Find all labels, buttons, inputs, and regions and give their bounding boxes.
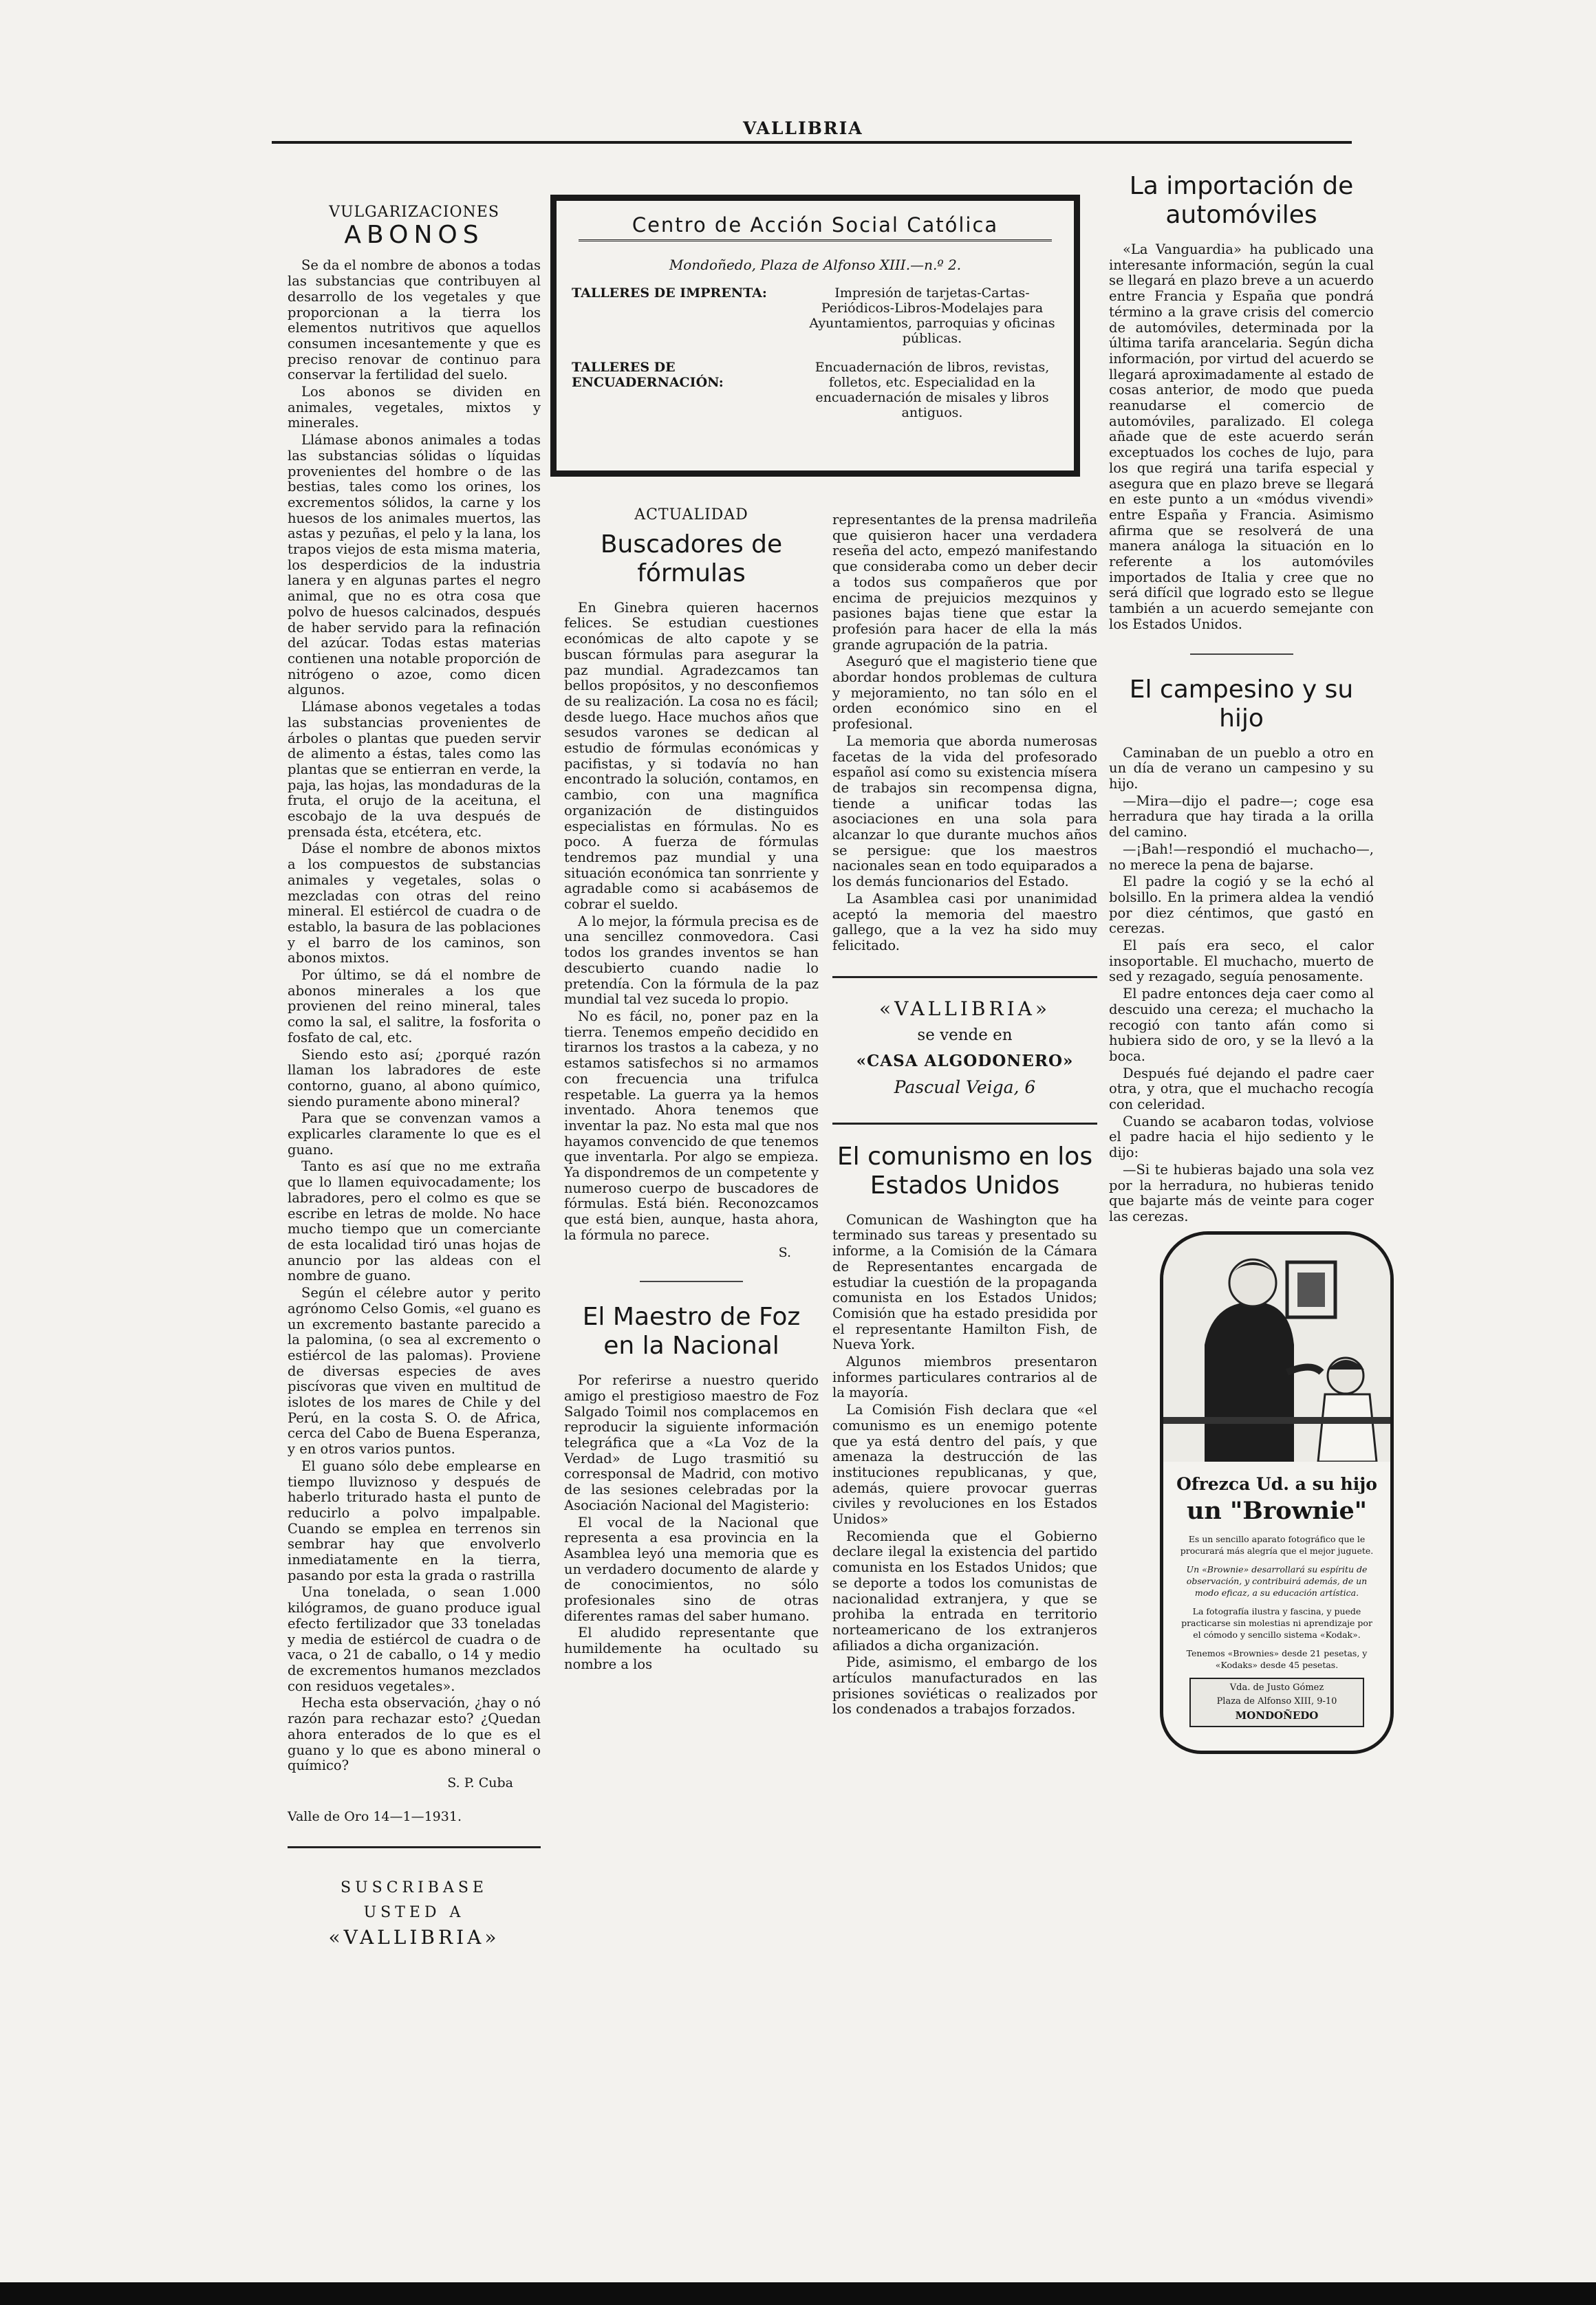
dateline: Valle de Oro 14—1—1931. [288, 1808, 462, 1824]
paragraph: El país era seco, el calor insoportable. El muchacho, muerto de sed y rezagado, seguía penosamente. [1109, 938, 1374, 985]
subscribe-line: SUSCRIBASE [341, 1879, 488, 1897]
signature: S. [778, 1244, 791, 1260]
paragraph: Hecha esta observación, ¿hay o nó razón para rechazar esto? ¿Quedan ahora enterados de lo que es el guano y lo que es abono mineral o químico? [288, 1695, 541, 1774]
brownie-text: Un «Brownie» desarrollará su espíritu de observación, y contribuirá además, de un modo eficaz, a su educación artística. [1186, 1564, 1368, 1598]
brownie-text: Es un sencillo aparato fotográfico que le procurará más alegría que el mejor juguete. [1180, 1534, 1374, 1556]
vende-line: Pascual Veiga, 6 [894, 1076, 1036, 1097]
paragraph: El padre entonces deja caer como al descuido una cereza; el muchacho la recogió con tanto afán como si hubiera sido de oro, y se la llevó a la boca. [1109, 986, 1374, 1064]
article-title-maestro: El Maestro de Foz en la Nacional [582, 1303, 801, 1361]
paragraph: Pide, asimismo, el embargo de los artículos manufacturados en las prisiones soviéticas o realizados por los condenados a trabajos forzados. [832, 1654, 1097, 1718]
article-title-abonos: ABONOS [344, 220, 484, 249]
article-title-automoviles: La importación de automóviles [1129, 172, 1354, 229]
paragraph: Por último, se dá el nombre de abonos minerales a los que provienen del reino mineral, tales como la sal, el salitre, la fosforita o fosfato de cal, etc. [288, 967, 541, 1046]
kicker-vulgarizaciones: VULGARIZACIONES [329, 204, 499, 221]
column-right [1109, 165, 1374, 1226]
paragraph: «La Vanguardia» ha publicado una interesante información, según la cual se llegará en plazo breve a un acuerdo entre Francia y España que pondrá término a la grave crisis del comercio de automóviles, determinada por la última tarifa arancelaria. Según dicha información, por virtud del acuerdo se llegará aproximadamente al estado de cosas anterior, de modo que pueda reanudarse el comercio de automóviles, paralizado. El colega añade que de este acuerdo serán exceptuados los coches de lujo, para los que regirá una tarifa especial y asegura que en plazo breve se llegará en este punto a un «módus vivendi» entre España y Francia. Asimismo afirma que se resolverá de una manera análoga la situación en lo referente a los automóviles importados de Italia y cree que no será difícil que logrado esto se llegue también a un acuerdo semejante con los Estados Unidos. [1109, 241, 1374, 632]
paragraph: Cuando se acabaron todas, volviose el padre hacia el hijo sediento y le dijo: [1109, 1113, 1374, 1161]
ad-brownie-kodak [1160, 1231, 1394, 1754]
paragraph: Llámase abonos vegetales a todas las substancias provenientes de árboles o plantas que pueden servir de alimento a éstas, tales como las plantas que se entierran en verde, la paja, las hojas, las mondaduras de la fruta, el orujo de la aceituna, el escobajo de la uva después de prensada ésta, etcétera, etc. [288, 699, 541, 840]
paragraph: No es fácil, no, poner paz en la tierra. Tenemos empeño decidido en tirarnos los trastos a la cabeza, y no estamos satisfechos si no armamos con frecuencia una trifulca respetable. La guerra ya la hemos inventado. Ahora tenemos que inventar la paz. No esta mal que nos hayamos convencido de que tenemos que inventarla. Por algo se empieza. Ya dispondremos de un competente y numeroso cuerpo de buscadores de fórmulas. Está bién. Reconozcamos que está bien, aunque, hasta ahora, la fórmula no parece. [564, 1008, 819, 1243]
paragraph: Dáse el nombre de abonos mixtos a los compuestos de substancias animales y vegetales, solas o mezcladas con otras del reino mineral. El estiércol de cuadra o de establo, la basura de las poblaciones y el barro de los caminos, son abonos mixtos. [288, 841, 541, 966]
paragraph: representantes de la prensa madrileña que quisieron hacer una verdadera reseña del acto, empezó manifestando que consideraba como un deber decir a todos sus compañeros que por encima de prejuicios mezquinos y pasiones bajas tiene que estar la profesión para hacer de ella la más grande agrupación de la patria. [832, 512, 1097, 653]
ad-centro-accion-social [550, 195, 1080, 477]
masthead: VALLIBRIA [743, 118, 863, 138]
ad-row-text: Encuadernación de libros, revistas, folletos, etc. Especialidad en la encuadernación de misales y libros antiguos. [815, 360, 1050, 420]
paragraph: El guano sólo debe emplearse en tiempo lluviznoso y después de haberlo triturado hasta el punto de reducirlo a polvo impalpable. Cuando se emplea en terrenos sin sembrar hay que envolverlo inmediatamente en la tierra, pasando por esta la grada o rastrilla [288, 1458, 541, 1583]
divider [832, 1123, 1097, 1125]
column-middle [832, 512, 1097, 1719]
column-buscadores [564, 502, 819, 1674]
paragraph: A lo mejor, la fórmula precisa es de una sencillez conmovedora. Casi todos los grandes inventos se han descubierto cuando nadie lo pretendía. Con la fórmula de la paz mundial tal vez suceda lo propio. [564, 913, 819, 1008]
article-title-campesino: El campesino y su hijo [1129, 675, 1354, 733]
ad-address: Mondoñedo, Plaza de Alfonso XIII.—n.º 2. [669, 257, 962, 273]
paragraph: Comunican de Washington que ha terminado sus tareas y presentado su informe, a la Comisión de la Cámara de Representantes encargada de estudiar la cuestión de la propaganda comunista en los Estados Unidos; Comisión que ha estado presidida por el representante Hamilton Fish, de Nueva York. [832, 1211, 1097, 1353]
shop-label [1189, 1678, 1364, 1727]
ad-row-label: TALLERES DE ENCUADERNACIÓN: [572, 360, 724, 390]
kicker-actualidad: ACTUALIDAD [634, 506, 748, 523]
paragraph: La Asamblea casi por unanimidad aceptó la memoria del maestro gallego, que a la vez ha sido muy felicitado. [832, 890, 1097, 953]
vende-line: «VALLIBRIA» [879, 997, 1050, 1020]
divider [640, 1281, 743, 1282]
paragraph: La Comisión Fish declara que «el comunismo es un enemigo potente que ya está dentro del país, y que amenaza la destrucción de las instituciones republicanas, y que, además, quiere provocar guerras civiles y revoluciones en los Estados Unidos» [832, 1402, 1097, 1528]
shop-line: MONDOÑEDO [1235, 1709, 1319, 1722]
shop-line: Plaza de Alfonso XIII, 9-10 [1216, 1696, 1337, 1707]
paragraph: —Mira—dijo el padre—; coge esa herradura que hay tirada a la orilla del camino. [1109, 792, 1374, 841]
subscribe-notice [288, 1876, 541, 1950]
article-title-comunismo: El comunismo en los Estados Unidos [837, 1142, 1093, 1200]
article-title-buscadores: Buscadores de fórmulas [600, 530, 783, 587]
brownie-headline: Ofrezca Ud. a su hijo [1176, 1474, 1377, 1494]
paragraph: La memoria que aborda numerosas facetas de la vida del profesorado español así como su existencia mísera de trabajos sin recompensa digna, tiende a unificar todas las asociaciones en una sola para alcanzar lo que durante muchos años se persigue: que los maestros nacionales sean en todo equiparados a los demás funcionarios del Estado. [832, 733, 1097, 890]
subscribe-line: USTED A [363, 1904, 465, 1922]
brownie-text: La fotografía ilustra y fascina, y puede practicarse sin molestias ni aprendizaje por el cómodo y sencillo sistema «Kodak». [1181, 1606, 1372, 1640]
ad-row-label: TALLERES DE IMPRENTA: [572, 285, 767, 301]
paragraph: —Si te hubieras bajado una sola vez por la herradura, no hubieras tenido que bajarte más de veinte para coger las cerezas. [1109, 1161, 1374, 1224]
paragraph: Aseguró que el magisterio tiene que abordar hondos problemas de cultura y mejoramiento, no tan sólo en el orden económico sino en el profesional. [832, 653, 1097, 733]
paragraph: Después fué dejando el padre caer otra, y otra, que el muchacho recogía con celeridad. [1109, 1065, 1374, 1113]
paragraph: Los abonos se dividen en animales, vegetales, mixtos y minerales. [288, 384, 541, 431]
paragraph: Siendo esto así; ¿porqué razón llaman los labradores de este contorno, guano, al abono químico, siendo puramente abono mineral? [288, 1046, 541, 1110]
paragraph: Recomienda que el Gobierno declare ilegal la existencia del partido comunista en los Estados Unidos; que se deporte a todos los comunistas de nacionalidad extranjera, y que se prohiba la entrada en territorio norteamericano de los extranjeros afiliados a dicha organización. [832, 1528, 1097, 1654]
paragraph: Algunos miembros presentaron informes particulares contrarios al de la mayoría. [832, 1354, 1097, 1401]
father-son-illustration [1163, 1235, 1390, 1462]
divider [832, 976, 1097, 978]
paragraph: Tanto es así que no me extraña que lo llamen equivocadamente; los labradores, pero el colmo es que se escribe en letras de molde. No hace mucho tiempo que un comerciante de esta localidad tiró unas hojas de anuncio por las aldeas con el nombre de guano. [288, 1158, 541, 1284]
divider [1190, 653, 1293, 655]
ad-row-text: Impresión de tarjetas-Cartas-Periódicos-Libros-Modelajes para Ayuntamientos, parroquias y oficinas públicas. [809, 285, 1055, 346]
ad-row [572, 285, 1059, 346]
paragraph: El aludido representante que humildemente ha ocultado su nombre a los [564, 1625, 819, 1672]
paragraph: Llámase abonos animales a todas las substancias sólidas o líquidas provenientes del hombre o de las bestias, tales como los orines, los excrementos sólidos, la carne y los huesos de los animales muertos, las astas y pezuñas, el pelo y la lana, los trapos viejos de esta misma materia, los desperdicios de la industria lanera y en algunas partes el negro animal, que no es otra cosa que polvo de huesos calcinados, después de haber servido para la refinación del azúcar. Todas estas materias contienen una notable proporción de nitrógeno o azoe, como dicen algunos. [288, 432, 541, 698]
paragraph: Se da el nombre de abonos a todas las substancias que contribuyen al desarrollo de los vegetales y que proporcionan a la tierra los elementos nutritivos que aquellos consumen incesantemente y que es preciso renovar de continuo para conservar la fertilidad del suelo. [288, 257, 541, 383]
subscribe-line: «VALLIBRIA» [328, 1926, 500, 1949]
signature: S. P. Cuba [447, 1775, 513, 1790]
scan-bottom-border [0, 2282, 1596, 2305]
brownie-brand: un "Brownie" [1186, 1497, 1368, 1525]
paragraph: En Ginebra quieren hacernos felices. Se estudian cuestiones económicas de alto capote y se buscan fórmulas para asegurar la paz mundial. Agradezcamos tan bellos propósitos, y no desconfiemos de su realización. La cosa no es fácil; desde luego. Hace muchos años que sesudos varones se dedican al estudio de fórmulas económicas y pacifistas, y si todavía no han encontrado la solución, contamos, en cambio, con una magnífica organización de distinguidos especialistas en fórmulas. No es poco. A fuerza de fórmulas tendremos paz mundial y una situación económica tan sonrriente y agradable como si acabásemos de cobrar el sueldo. [564, 599, 819, 913]
column-abonos [288, 199, 541, 1950]
paragraph: Una tonelada, o sean 1.000 kilógramos, de guano produce igual efecto fertilizador que 33 toneladas y media de estiércol de cuadra o de vaca, o 21 de caballo, o 14 y medio de excrementos humanos mezclados con residuos vegetales». [288, 1584, 541, 1694]
shop-line: Vda. de Justo Gómez [1229, 1682, 1324, 1693]
paragraph: Por referirse a nuestro querido amigo el prestigioso maestro de Foz Salgado Toimil nos complacemos en reproducir la siguiente información telegráfica que a «La Voz de la Verdad» de Lugo trasmitió su corresponsal de Madrid, con motivo de las sesiones celebradas por la Asociación Nacional del Magisterio: [564, 1372, 819, 1513]
divider [288, 1846, 541, 1848]
paragraph: Según el célebre autor y perito agrónomo Celso Gomis, «el guano es un excremento bastante parecido a la palomina, (o sea al excremento o estiércol de las palomas). Proviene de diversas especies de aves piscívoras que viven en multitud de islotes de los mares de Chile y del Perú, en la costa S. O. de Africa, cerca del Cabo de Buena Esperanza, y en otros varios puntos. [288, 1285, 541, 1458]
ad-row [572, 360, 1059, 420]
ad-title: Centro de Acción Social Católica [579, 213, 1052, 241]
brownie-text: Tenemos «Brownies» desde 21 pesetas, y «Kodaks» desde 45 pesetas. [1186, 1648, 1368, 1670]
vallibria-sales-notice [832, 996, 1097, 1101]
paragraph: —¡Bah!—respondió el muchacho—, no merece la pena de bajarse. [1109, 841, 1374, 873]
vende-line: se vende en [917, 1026, 1013, 1044]
paragraph: Para que se convenzan vamos a explicarles claramente lo que es el guano. [288, 1110, 541, 1158]
paragraph: El vocal de la Nacional que representa a esa provincia en la Asamblea leyó una memoria que es un verdadero documento de alarde y de conocimientos, no sólo profesionales sino de otras diferentes ramas del saber humano. [564, 1514, 819, 1624]
vende-line: «CASA ALGODONERO» [856, 1051, 1074, 1070]
header-rule [272, 141, 1352, 144]
paragraph: El padre la cogió y se la echó al bolsillo. En la primera aldea la vendió por diez céntimos, que gastó en cerezas. [1109, 874, 1374, 937]
paragraph: Caminaban de un pueblo a otro en un día de verano un campesino y su hijo. [1109, 744, 1374, 792]
